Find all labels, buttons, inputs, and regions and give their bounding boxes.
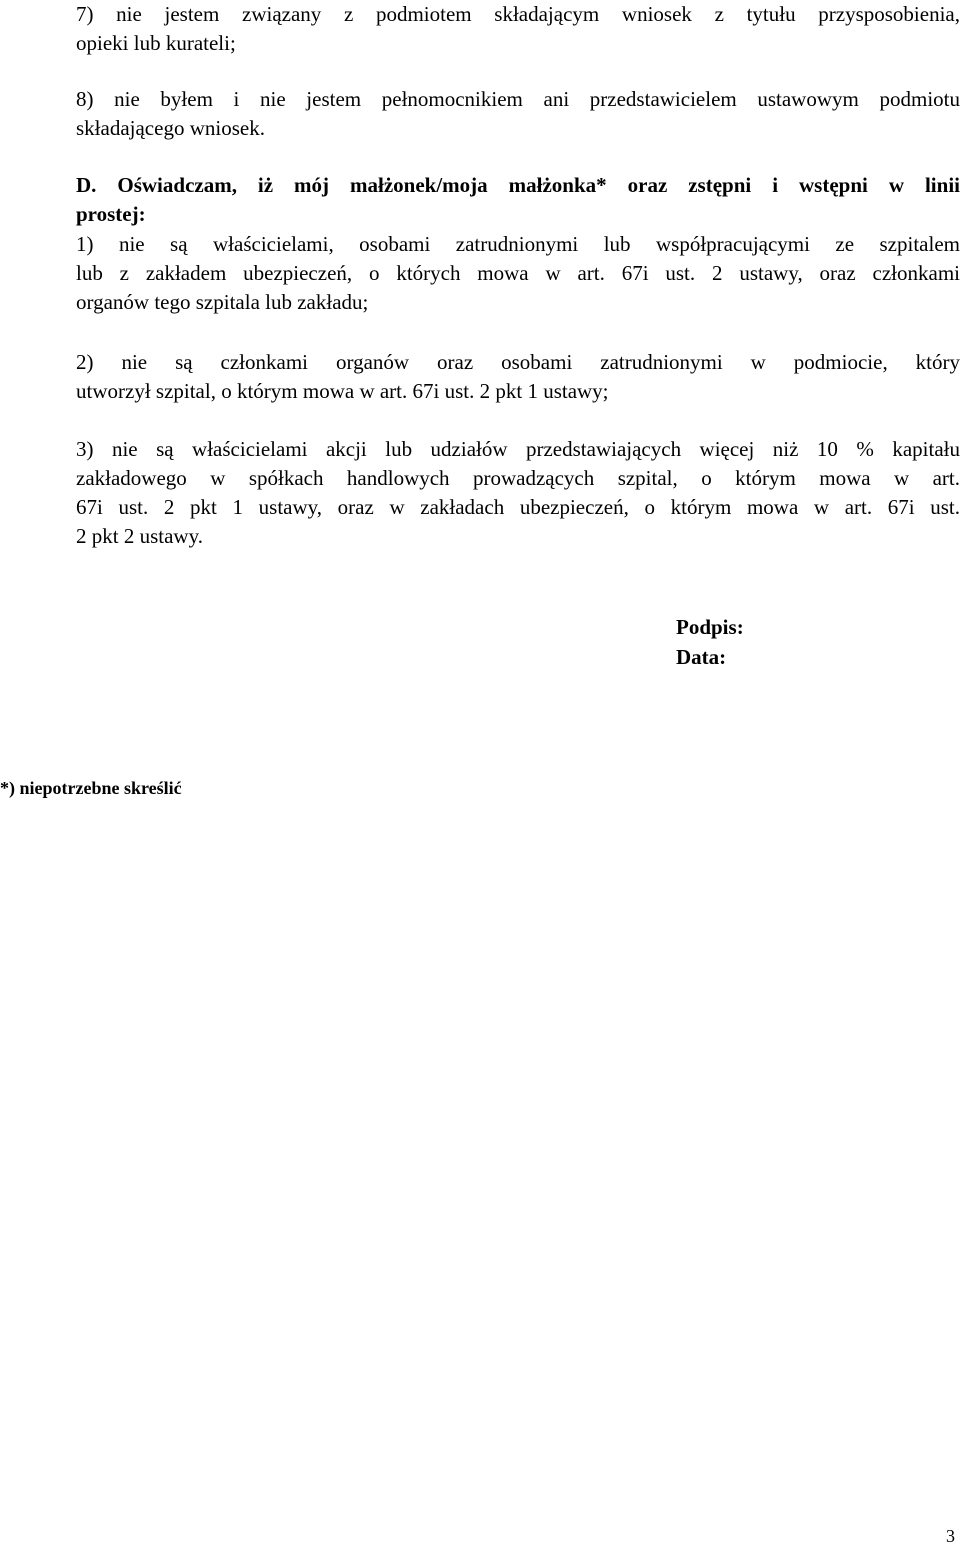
paragraph-d2-line-2: utworzył szpital, o którym mowa w art. 67i ust. 2 pkt 1 ustawy; bbox=[76, 379, 609, 403]
paragraph-d3-line-2: zakładowego w spółkach handlowych prowadzących szpital, o którym mowa w art. bbox=[76, 466, 960, 490]
page-number: 3 bbox=[946, 1526, 955, 1546]
paragraph-d2-line-1: 2) nie są członkami organów oraz osobami zatrudnionymi w podmiocie, który bbox=[76, 350, 960, 374]
paragraph-7-line-2: opieki lub kurateli; bbox=[76, 31, 236, 55]
paragraph-d3 bbox=[76, 435, 960, 551]
paragraph-d3-line-1: 3) nie są właścicielami akcji lub udziałów przedstawiających więcej niż 10 % kapitału bbox=[76, 437, 960, 461]
paragraph-8-line-2: składającego wniosek. bbox=[76, 116, 265, 140]
paragraph-d2 bbox=[76, 348, 960, 406]
signature-block bbox=[676, 612, 744, 672]
paragraph-d3-line-3: 67i ust. 2 pkt 1 ustawy, oraz w zakładach ubezpieczeń, o którym mowa w art. 67i ust. bbox=[76, 495, 960, 519]
section-d-line-1: D. Oświadczam, iż mój małżonek/moja małżonka* oraz zstępni i wstępni w linii bbox=[76, 173, 960, 197]
paragraph-d3-line-4: 2 pkt 2 ustawy. bbox=[76, 524, 203, 548]
paragraph-8 bbox=[76, 85, 960, 143]
footnote: *) niepotrzebne skreślić bbox=[0, 778, 182, 798]
paragraph-8-line-1: 8) nie byłem i nie jestem pełnomocnikiem ani przedstawicielem ustawowym podmiotu bbox=[76, 87, 960, 111]
paragraph-d1-line-1: 1) nie są właścicielami, osobami zatrudnionymi lub współpracującymi ze szpitalem bbox=[76, 232, 960, 256]
signature-label: Podpis: bbox=[676, 615, 744, 639]
paragraph-d1-line-2: lub z zakładem ubezpieczeń, o których mowa w art. 67i ust. 2 ustawy, oraz członkami bbox=[76, 261, 960, 285]
date-label: Data: bbox=[676, 645, 727, 669]
section-d-line-2: prostej: bbox=[76, 202, 146, 226]
paragraph-7 bbox=[76, 0, 960, 58]
paragraph-d1-line-3: organów tego szpitala lub zakładu; bbox=[76, 290, 369, 314]
section-d-heading bbox=[76, 171, 960, 229]
paragraph-d1 bbox=[76, 230, 960, 317]
paragraph-7-line-1: 7) nie jestem związany z podmiotem składającym wniosek z tytułu przysposobienia, bbox=[76, 2, 960, 26]
